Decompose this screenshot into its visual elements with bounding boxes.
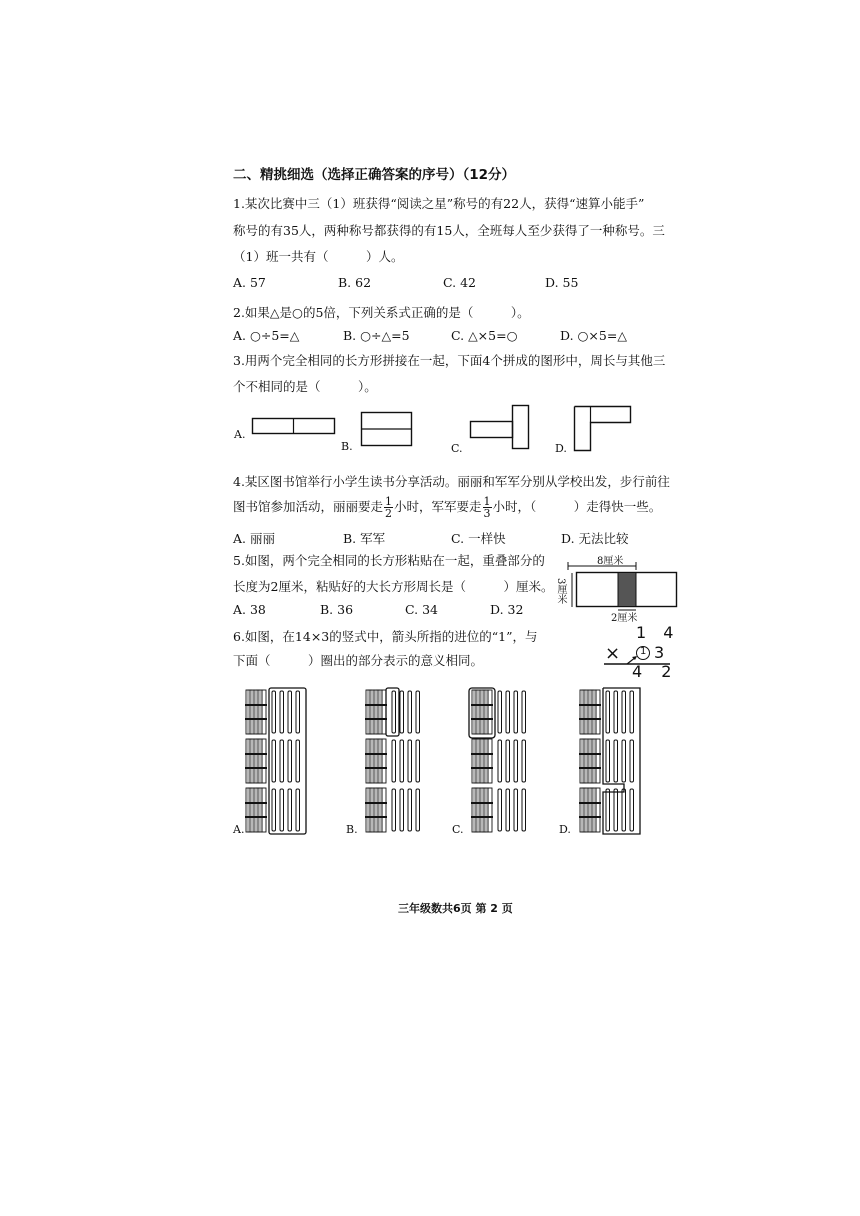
q6-label-d[interactable]: D. [559,823,571,836]
q5-option-c[interactable]: C. 34 [405,602,438,617]
q4-frac1-den: 2 [385,507,393,520]
calc-times-sign: × [605,643,621,664]
q5-label-top: 8厘米 [597,556,624,567]
q4-frac2-num: 1 [483,495,491,508]
q6-figure-b [365,688,420,832]
q1-option-c[interactable]: C. 42 [443,275,476,290]
q3-label-c[interactable]: C. [451,442,463,455]
q3-figure-b [361,412,413,448]
q1-option-d[interactable]: D. 55 [545,275,579,290]
q4-frac2-den: 3 [483,507,491,520]
section-title: 二、精挑细选（选择正确答案的序号）（12分） [233,167,516,183]
q4-line2 [233,495,661,519]
q1-line2: 称号的有35人，两种称号都获得的有15人，全班每人至少获得了一种称号。三 [233,223,665,238]
q2-option-d[interactable]: D. ○×5=△ [560,328,627,343]
q6-label-a[interactable]: A. [233,823,245,836]
q5-rectangles [566,562,682,614]
q6-line1: 6.如图，在14×3的竖式中，箭头所指的进位的“1”，与 [233,629,538,644]
q6-label-b[interactable]: B. [346,823,358,836]
q3-label-a[interactable]: A. [234,428,246,441]
q6-figure-d [579,688,640,834]
q4-frac1-num: 1 [385,495,393,508]
q3-line1: 3.用两个完全相同的长方形拼接在一起，下面4个拼成的图形中，周长与其他三 [233,353,666,368]
q3-line2: 个不相同的是（ ）。 [233,379,377,394]
q5-label-side: 3厘米 [555,578,566,605]
q4-option-a[interactable]: A. 丽丽 [233,531,275,546]
calc-result: 4 2 [632,662,679,681]
q6-label-c[interactable]: C. [452,823,464,836]
page-footer: 三年级数共6页 第 2 页 [398,902,513,915]
q3-figure-a [252,418,336,438]
q5-option-b[interactable]: B. 36 [320,602,354,617]
q6-figure-a [245,688,306,834]
q4-fraction-2 [483,496,492,519]
q4-option-b[interactable]: B. 军军 [343,531,386,546]
calc-multiplicand: 1 4 [636,623,680,642]
q1-option-b[interactable]: B. 62 [338,275,372,290]
q4-line1: 4.某区图书馆举行小学生读书分享活动。丽丽和军军分别从学校出发，步行前往 [233,474,670,489]
q5-line1: 5.如图，两个完全相同的长方形粘贴在一起，重叠部分的 [233,553,545,568]
q4-line2-part1: 图书馆参加活动，丽丽要走 [233,499,384,514]
q3-figure-d [574,406,634,456]
q4-option-c[interactable]: C. 一样快 [451,531,506,546]
q1-line1: 1.某次比赛中三（1）班获得“阅读之星”称号的有22人，获得“速算小能手” [233,196,645,211]
q1-line3: （1）班一共有（ ）人。 [233,249,404,264]
q5-line2: 长度为2厘米，粘贴好的大长方形周长是（ ）厘米。 [233,579,554,594]
calc-multiplier: 3 [654,643,665,662]
q2-line1: 2.如果△是○的5倍，下列关系式正确的是（ ）。 [233,305,530,320]
q3-label-d[interactable]: D. [555,442,567,455]
q6-figure-c [469,688,526,832]
q2-option-a[interactable]: A. ○÷5=△ [233,328,300,343]
q6-stick-figures [232,688,692,836]
q4-line2-part3: 小时，（ ）走得快一些。 [492,499,662,514]
q3-figure-c [470,405,532,453]
q6-line2: 下面（ ）圈出的部分表示的意义相同。 [233,653,484,668]
q4-fraction-1 [384,496,393,519]
q2-option-b[interactable]: B. ○÷△=5 [343,328,410,343]
q4-line2-part2: 小时，军军要走 [394,499,482,514]
q1-option-a[interactable]: A. 57 [233,275,266,290]
q5-label-bottom: 2厘米 [611,613,638,624]
q5-option-d[interactable]: D. 32 [490,602,524,617]
q4-option-d[interactable]: D. 无法比较 [561,531,629,546]
q3-label-b[interactable]: B. [341,440,353,453]
q2-option-c[interactable]: C. △×5=○ [451,328,518,343]
calc-carry: 1 [640,646,647,657]
q5-option-a[interactable]: A. 38 [233,602,266,617]
